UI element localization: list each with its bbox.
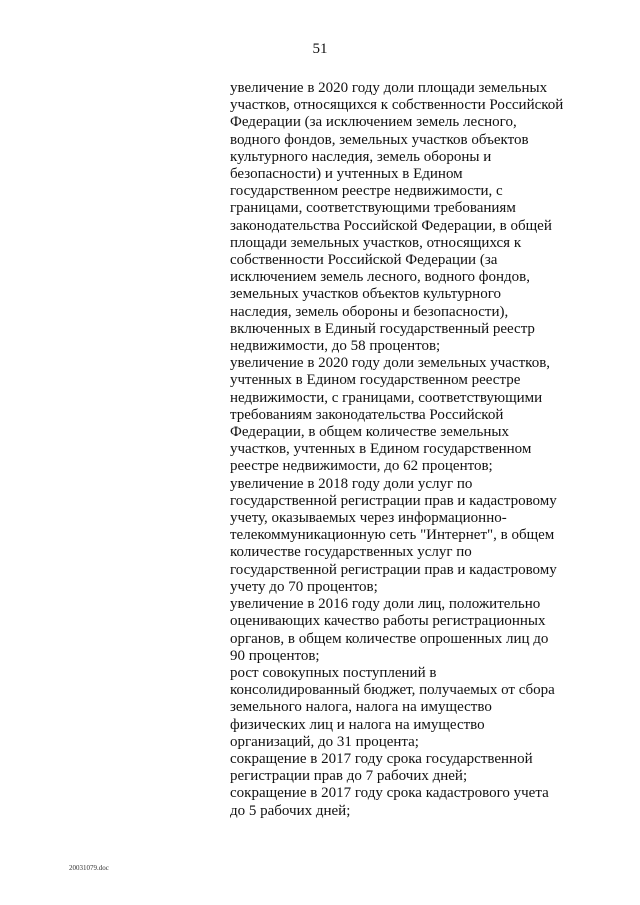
text-line: недвижимости, до 58 процентов; — [230, 338, 441, 355]
text-line: участков, учтенных в Едином государственном — [230, 441, 532, 458]
text-line: количестве государственных услуг по — [230, 544, 472, 561]
text-line: учтенных в Едином государственном реестре — [230, 372, 521, 389]
text-line: сокращение в 2017 году срока кадастрового учета — [230, 785, 549, 802]
text-line: органов, в общем количестве опрошенных лиц до — [230, 630, 549, 647]
text-line: увеличение в 2018 году доли услуг по — [230, 475, 473, 492]
text-line: водного фондов, земельных участков объектов — [230, 131, 529, 148]
text-line: увеличение в 2020 году доли площади земельных — [230, 80, 548, 96]
text-line: наследия, земель обороны и безопасности), — [230, 303, 509, 320]
text-line: Федерации, в общем количестве земельных — [230, 424, 509, 441]
text-line: рост совокупных поступлений в — [230, 664, 437, 681]
text-line: учету, оказываемых через информационно- — [230, 510, 507, 527]
text-line: культурного наследия, земель обороны и — [230, 148, 492, 165]
text-line: границами, соответствующими требованиям — [230, 200, 516, 217]
text-line: земельных участков объектов культурного — [230, 286, 501, 303]
text-line: собственности Российской Федерации (за — [230, 252, 498, 269]
text-line: реестре недвижимости, до 62 процентов; — [230, 458, 493, 475]
text-line: исключением земель лесного, водного фондов, — [230, 269, 530, 286]
text-line: площади земельных участков, относящихся к — [230, 234, 522, 251]
text-line: регистрации прав до 7 рабочих дней; — [230, 768, 468, 785]
text-line: 90 процентов; — [230, 647, 320, 664]
text-line: организаций, до 31 процента; — [230, 733, 419, 750]
body-text — [230, 80, 564, 820]
text-line: безопасности) и учтенных в Едином — [230, 166, 463, 183]
text-line: недвижимости, с границами, соответствующими — [230, 389, 543, 406]
text-line: до 5 рабочих дней; — [230, 802, 351, 819]
text-line: физических лиц и налога на имущество — [230, 716, 485, 733]
text-line: включенных в Единый государственный реестр — [230, 320, 535, 337]
text-line: увеличение в 2016 году доли лиц, положительно — [230, 596, 541, 613]
text-line: государственной регистрации прав и кадастровому — [230, 492, 557, 509]
text-line: сокращение в 2017 году срока государственной — [230, 750, 533, 767]
text-line: телекоммуникационную сеть "Интернет", в общем — [230, 527, 555, 544]
text-line: увеличение в 2020 году доли земельных участков, — [230, 355, 551, 372]
text-line: законодательства Российской Федерации, в общей — [230, 217, 552, 234]
text-line: земельного налога, налога на имущество — [230, 699, 492, 716]
text-line: консолидированный бюджет, получаемых от сбора — [230, 682, 555, 699]
text-line: участков, относящихся к собственности Российской — [230, 97, 564, 114]
text-line: учету до 70 процентов; — [230, 578, 378, 595]
text-line: требованиям законодательства Российской — [230, 406, 504, 423]
document-filename: 20031079.doc — [69, 864, 109, 872]
text-line: оценивающих качество работы регистрационных — [230, 613, 546, 630]
page-number: 51 — [312, 41, 328, 57]
text-line: Федерации (за исключением земель лесного, — [230, 114, 517, 131]
text-line: государственной регистрации прав и кадастровому — [230, 561, 557, 578]
text-line: государственном реестре недвижимости, с — [230, 183, 503, 200]
